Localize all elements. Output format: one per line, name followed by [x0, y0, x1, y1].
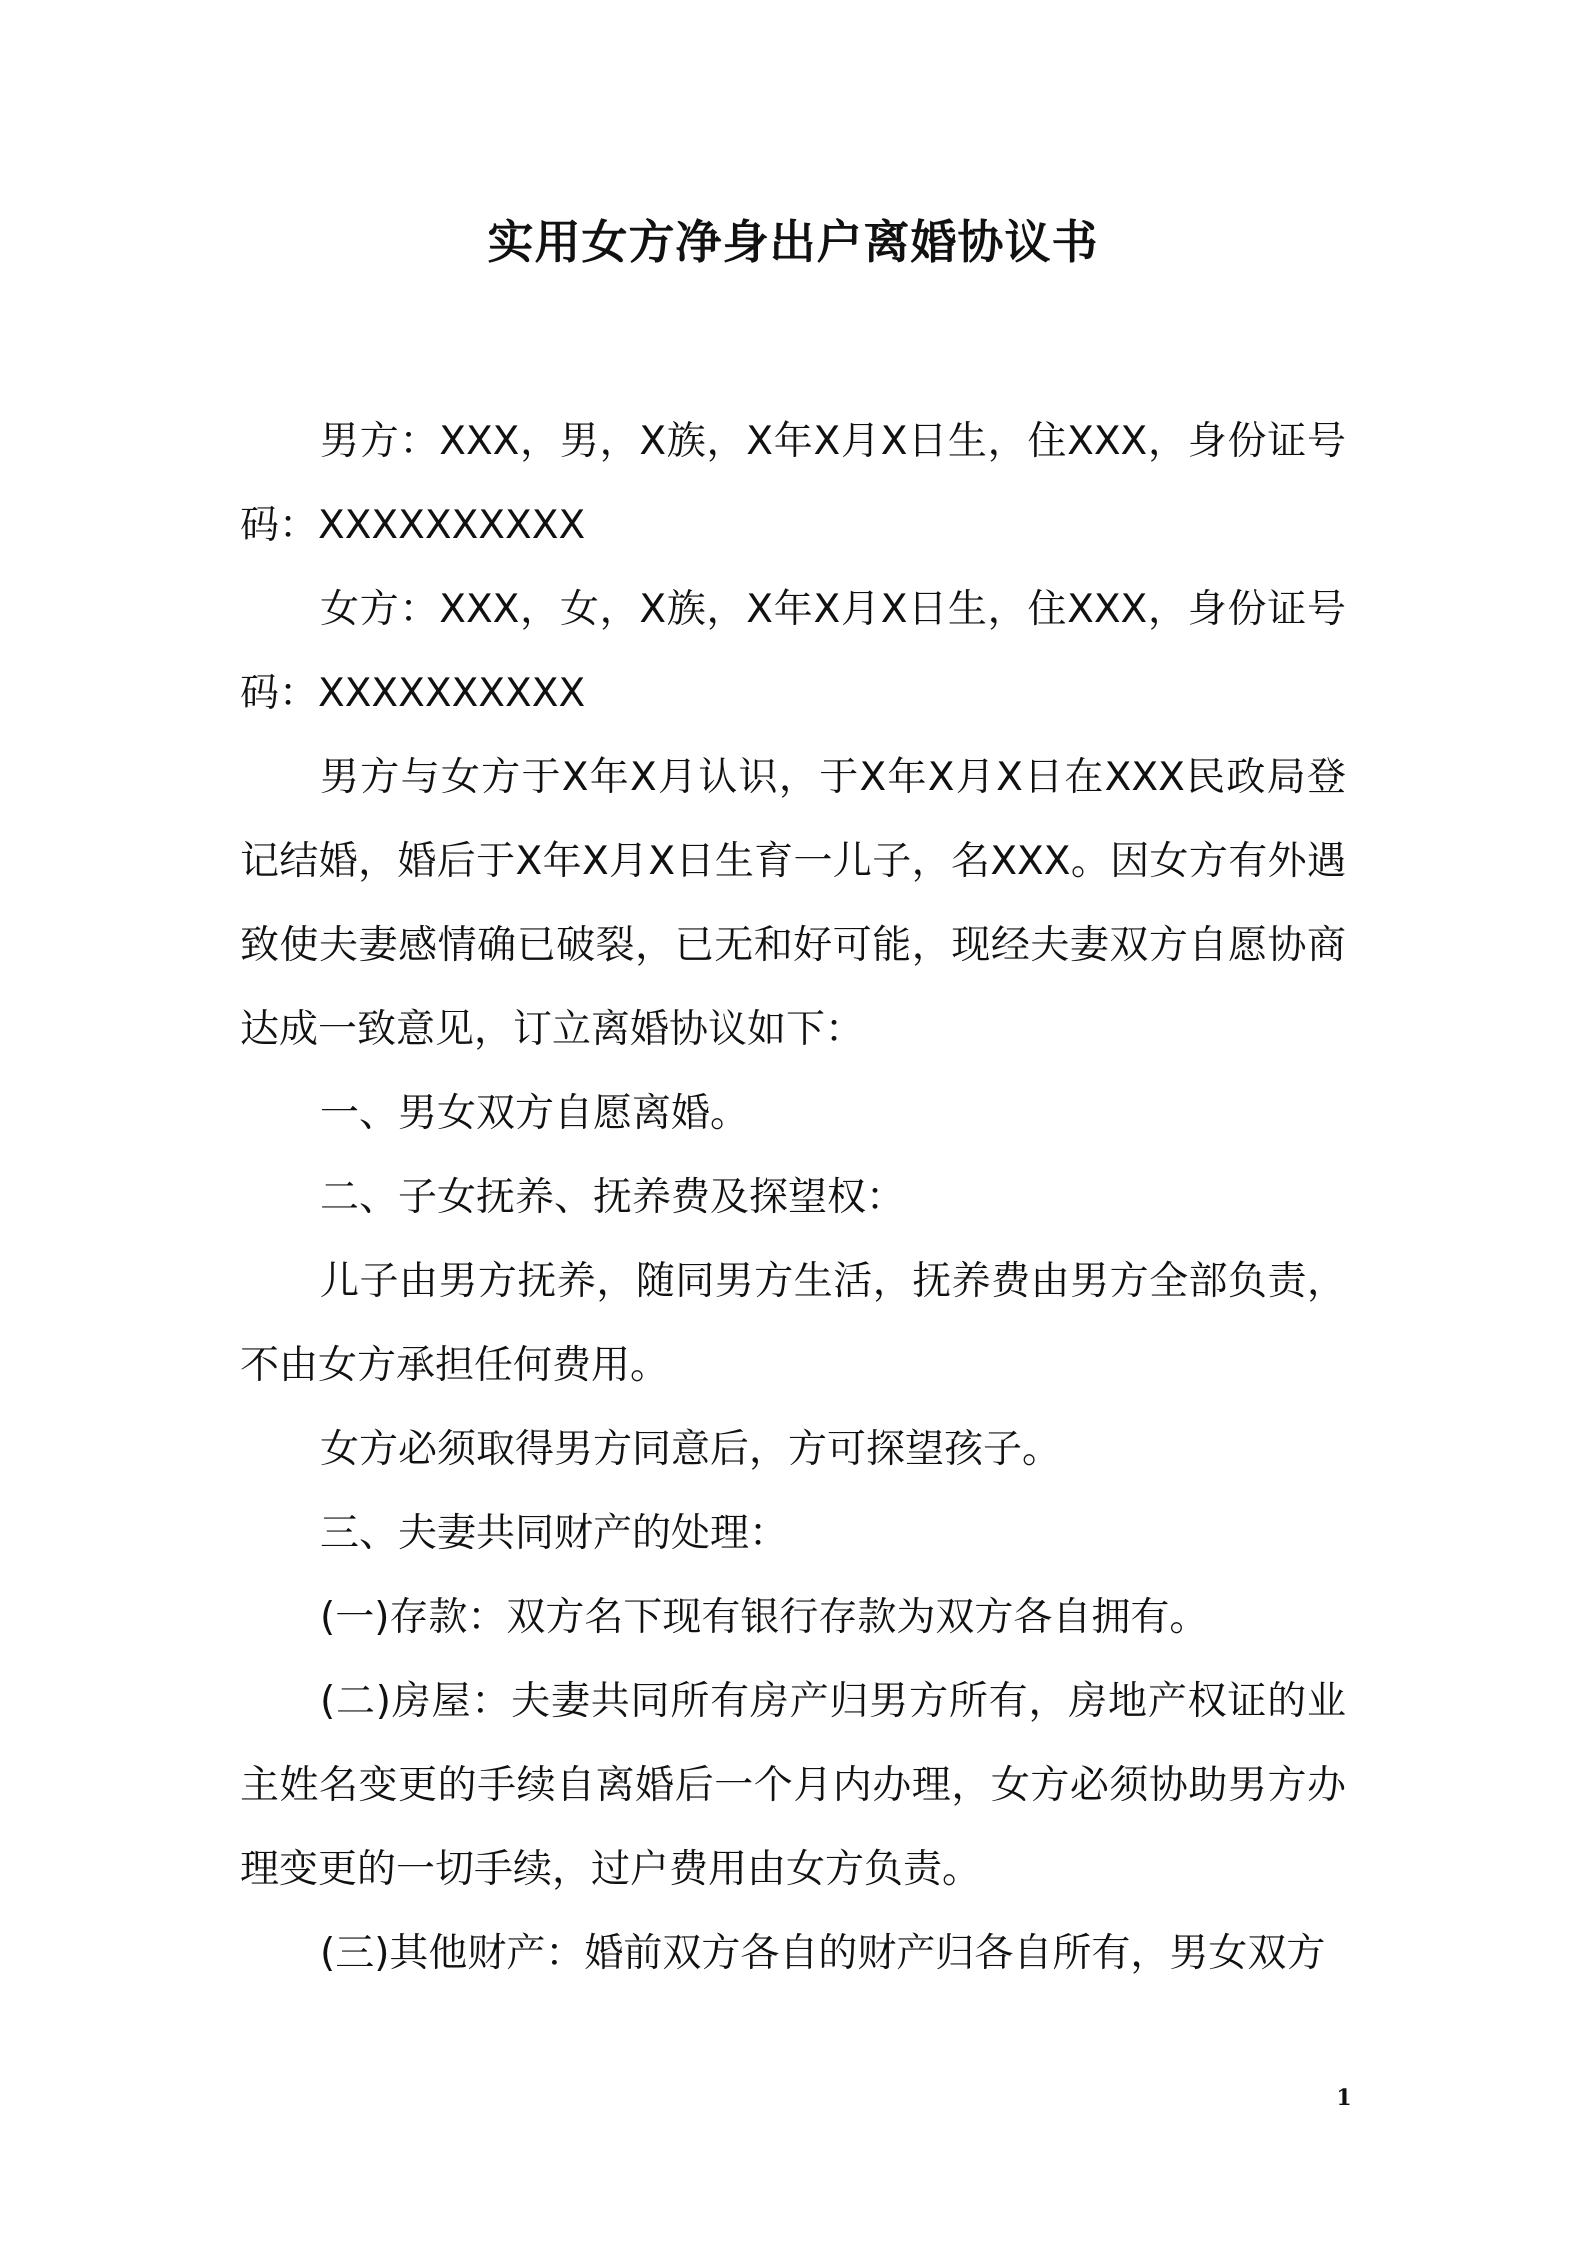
document-body [240, 400, 1346, 1996]
clause-2-visitation: 女方必须取得男方同意后，方可探望孩子。 [320, 1427, 1062, 1472]
clause-3-housing: (二)房屋：夫妻共同所有房产归男方所有，房地产权证的业主姓名变更的手续自离婚后一个月内办理，女方必须协助男方办理变更的一切手续，过户费用由女方负责。 [240, 1679, 1346, 1892]
clause-3-other-property: (三)其他财产：婚前双方各自的财产归各自所有，男女双方 [320, 1931, 1326, 1976]
clause-3-heading: 三、夫妻共同财产的处理： [320, 1511, 789, 1556]
paragraph-female-party: 女方：XXX，女，X族，X年X月X日生，住XXX，身份证号码：XXXXXXXXXX [240, 587, 1346, 716]
clause-1-divorce: 一、男女双方自愿离婚。 [320, 1091, 750, 1136]
paragraph-background: 男方与女方于X年X月认识，于X年X月X日在XXX民政局登记结婚，婚后于X年X月X日生育一儿子，名XXX。因女方有外遇致使夫妻感情确已破裂，已无和好可能，现经夫妻双方自愿协商达成一致意见，订立离婚协议如下： [240, 755, 1346, 1052]
page-number: 1 [1336, 2085, 1352, 2111]
document-title: 实用女方净身出户离婚协议书 [487, 215, 1099, 269]
paragraph-male-party: 男方：XXX，男，X族，X年X月X日生，住XXX，身份证号码：XXXXXXXXXX [240, 419, 1346, 548]
clause-2-custody: 儿子由男方抚养，随同男方生活，抚养费由男方全部负责，不由女方承担任何费用。 [240, 1259, 1346, 1388]
clause-3-savings: (一)存款：双方名下现有银行存款为双方各自拥有。 [320, 1595, 1209, 1640]
clause-2-heading: 二、子女抚养、抚养费及探望权： [320, 1175, 906, 1220]
